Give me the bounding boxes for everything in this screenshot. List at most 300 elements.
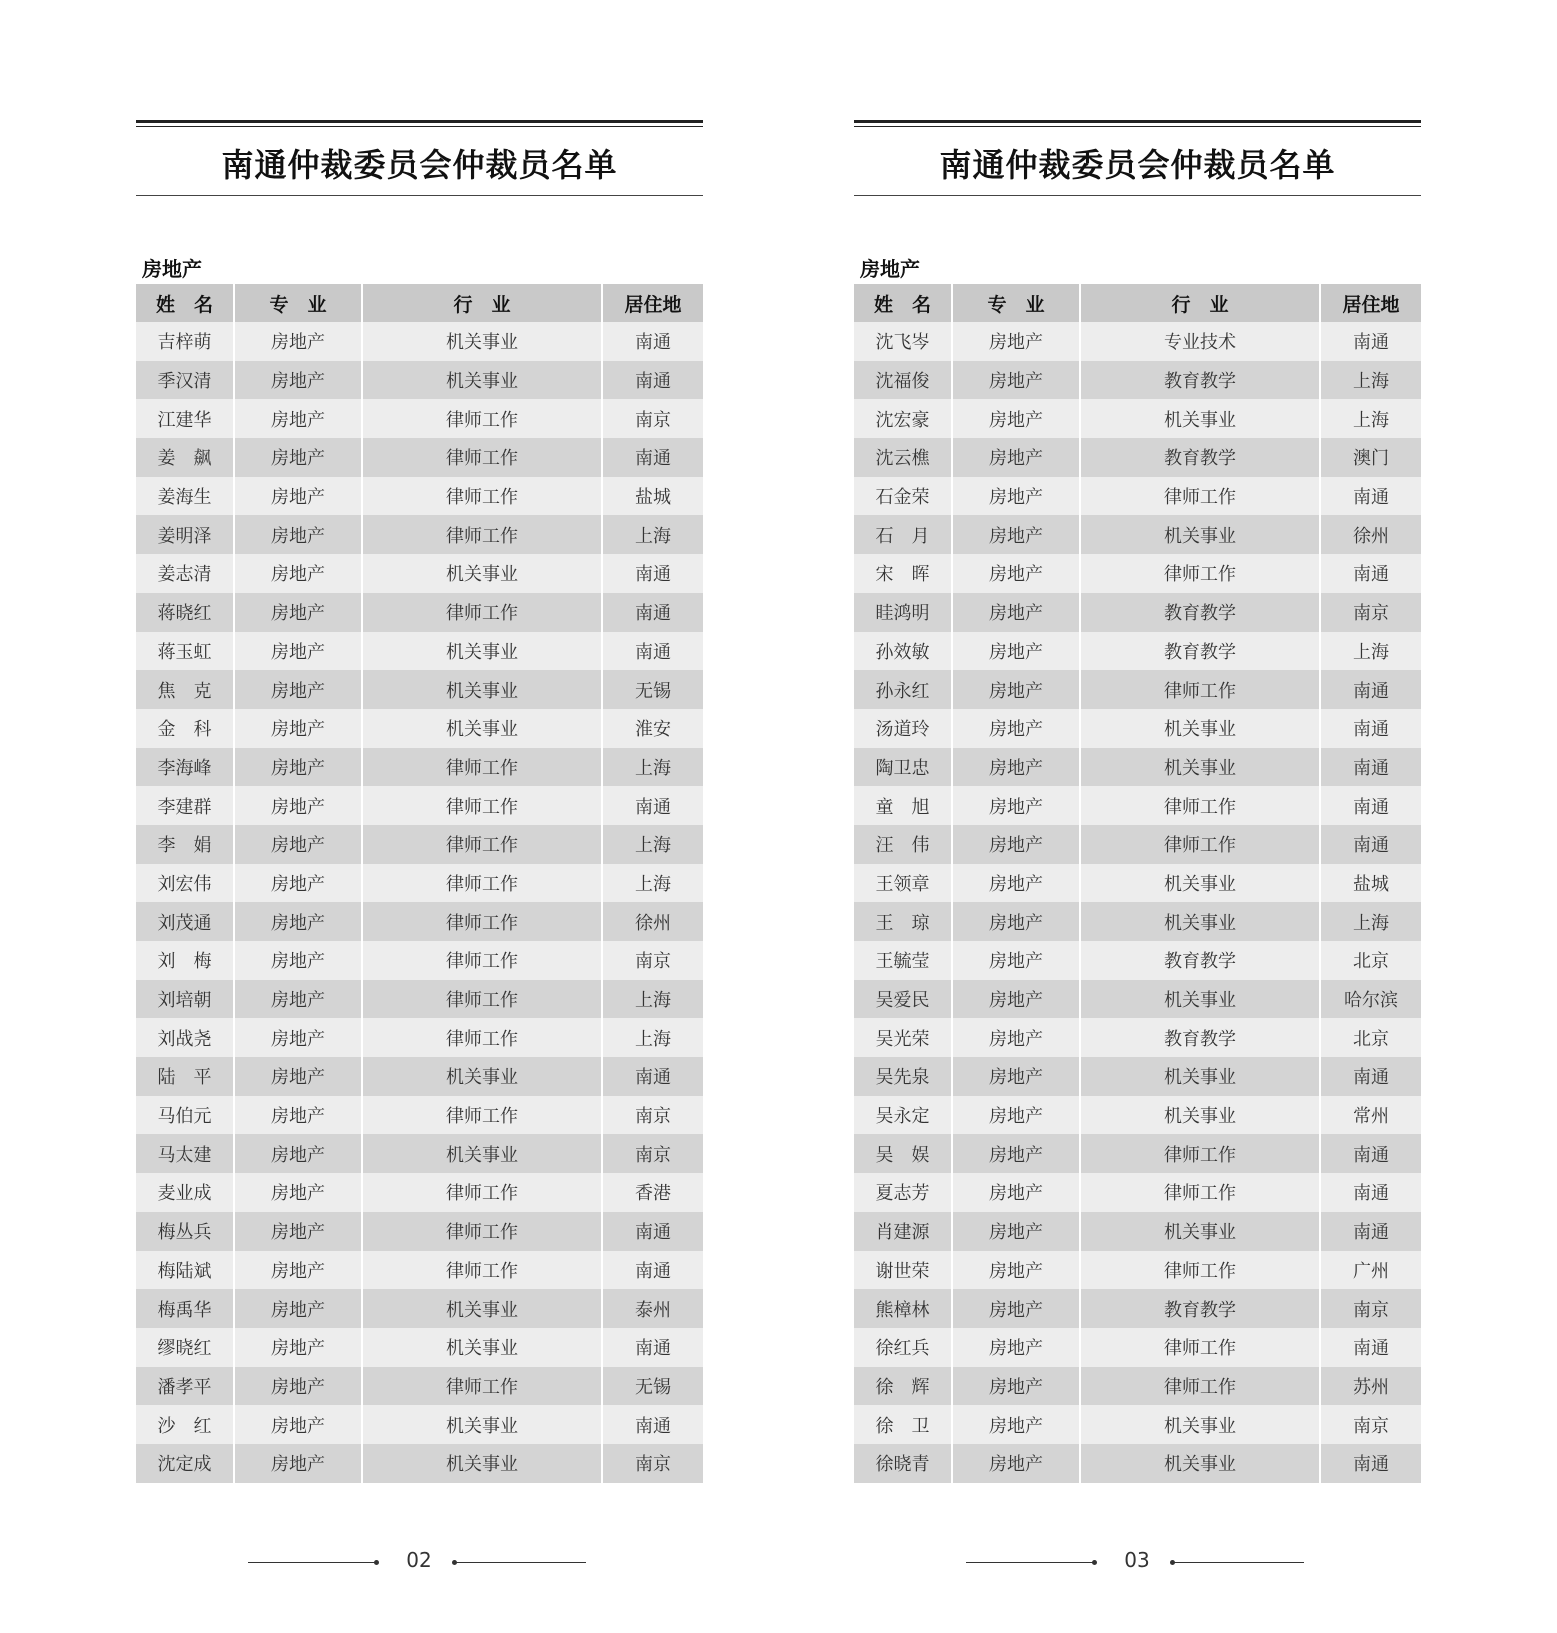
- table-row: [136, 438, 703, 477]
- cell-residence: 苏州: [1320, 1367, 1421, 1406]
- cell-residence: 广州: [1320, 1251, 1421, 1290]
- cell-residence: 南通: [1320, 786, 1421, 825]
- cell-name: 蒋晓红: [136, 593, 234, 632]
- cell-industry: 律师工作: [362, 593, 602, 632]
- cell-residence: 南通: [1320, 748, 1421, 787]
- cell-name: 宋 晖: [854, 554, 952, 593]
- table-row: [854, 980, 1421, 1019]
- section-heading: 房地产: [142, 257, 202, 281]
- cell-specialty: 房地产: [952, 864, 1080, 903]
- cell-industry: 机关事业: [1080, 1057, 1320, 1096]
- cell-industry: 机关事业: [362, 1444, 602, 1483]
- cell-name: 夏志芳: [854, 1173, 952, 1212]
- cell-specialty: 房地产: [234, 632, 362, 671]
- cell-industry: 律师工作: [362, 1212, 602, 1251]
- cell-name: 熊樟林: [854, 1289, 952, 1328]
- cell-name: 麦业成: [136, 1173, 234, 1212]
- cell-name: 吉梓萌: [136, 322, 234, 361]
- cell-name: 沈定成: [136, 1444, 234, 1483]
- title-block: [854, 120, 1421, 196]
- cell-name: 马太建: [136, 1134, 234, 1173]
- cell-name: 沈福俊: [854, 361, 952, 400]
- cell-industry: 机关事业: [1080, 399, 1320, 438]
- cell-industry: 机关事业: [1080, 709, 1320, 748]
- cell-residence: 南通: [602, 1057, 703, 1096]
- cell-industry: 机关事业: [1080, 864, 1320, 903]
- cell-residence: 南京: [602, 1134, 703, 1173]
- cell-name: 徐晓青: [854, 1444, 952, 1483]
- footer-dot-left: [1092, 1560, 1097, 1565]
- cell-residence: 南通: [602, 554, 703, 593]
- table-row: [854, 1289, 1421, 1328]
- title-block: [136, 120, 703, 196]
- table-row: [854, 1134, 1421, 1173]
- cell-residence: 南京: [1320, 1289, 1421, 1328]
- cell-name: 刘战尧: [136, 1018, 234, 1057]
- page-number: 02: [406, 1548, 432, 1572]
- cell-specialty: 房地产: [234, 864, 362, 903]
- cell-industry: 教育教学: [1080, 361, 1320, 400]
- table-header-row: [854, 284, 1421, 322]
- cell-specialty: 房地产: [952, 438, 1080, 477]
- table-row: [854, 825, 1421, 864]
- cell-specialty: 房地产: [234, 1173, 362, 1212]
- cell-industry: 律师工作: [362, 748, 602, 787]
- cell-residence: 南通: [1320, 554, 1421, 593]
- cell-industry: 律师工作: [362, 1251, 602, 1290]
- table-row: [136, 709, 703, 748]
- cell-specialty: 房地产: [234, 1367, 362, 1406]
- cell-residence: 南通: [1320, 1212, 1421, 1251]
- title-rule-thick: [136, 120, 703, 123]
- table-row: [854, 477, 1421, 516]
- table-row: [854, 902, 1421, 941]
- title-rule-bottom: [854, 195, 1421, 196]
- cell-specialty: 房地产: [234, 1405, 362, 1444]
- cell-specialty: 房地产: [952, 1018, 1080, 1057]
- cell-specialty: 房地产: [952, 1289, 1080, 1328]
- cell-industry: 律师工作: [362, 902, 602, 941]
- page-title: 南通仲裁委员会仲裁员名单: [939, 146, 1336, 184]
- cell-specialty: 房地产: [952, 1212, 1080, 1251]
- cell-name: 汤道玲: [854, 709, 952, 748]
- header-specialty: 专 业: [234, 284, 362, 322]
- cell-industry: 律师工作: [1080, 1328, 1320, 1367]
- table-row: [136, 515, 703, 554]
- cell-industry: 机关事业: [1080, 748, 1320, 787]
- table-row: [136, 399, 703, 438]
- cell-specialty: 房地产: [234, 322, 362, 361]
- cell-residence: 上海: [1320, 361, 1421, 400]
- table-row: [136, 1444, 703, 1483]
- cell-residence: 徐州: [1320, 515, 1421, 554]
- cell-industry: 律师工作: [362, 438, 602, 477]
- table-row: [854, 438, 1421, 477]
- cell-specialty: 房地产: [952, 1328, 1080, 1367]
- cell-specialty: 房地产: [234, 554, 362, 593]
- cell-name: 王 琼: [854, 902, 952, 941]
- table-row: [854, 1018, 1421, 1057]
- page-footer: [136, 1548, 703, 1578]
- cell-residence: 南通: [602, 1251, 703, 1290]
- cell-specialty: 房地产: [234, 786, 362, 825]
- cell-residence: 上海: [602, 1018, 703, 1057]
- cell-name: 刘 梅: [136, 941, 234, 980]
- cell-specialty: 房地产: [952, 1251, 1080, 1290]
- cell-industry: 机关事业: [362, 632, 602, 671]
- cell-specialty: 房地产: [952, 322, 1080, 361]
- cell-industry: 教育教学: [1080, 632, 1320, 671]
- header-residence: 居住地: [602, 284, 703, 322]
- table-row: [854, 748, 1421, 787]
- cell-name: 吴永定: [854, 1096, 952, 1135]
- table-row: [136, 1289, 703, 1328]
- cell-industry: 教育教学: [1080, 1018, 1320, 1057]
- cell-industry: 机关事业: [1080, 1096, 1320, 1135]
- cell-residence: 南通: [1320, 477, 1421, 516]
- cell-specialty: 房地产: [952, 632, 1080, 671]
- cell-specialty: 房地产: [234, 1328, 362, 1367]
- cell-residence: 南京: [602, 1096, 703, 1135]
- table-row: [854, 361, 1421, 400]
- cell-residence: 南通: [602, 322, 703, 361]
- cell-industry: 机关事业: [362, 1328, 602, 1367]
- cell-industry: 律师工作: [1080, 786, 1320, 825]
- cell-residence: 上海: [602, 515, 703, 554]
- header-specialty: 专 业: [952, 284, 1080, 322]
- table-row: [136, 786, 703, 825]
- cell-industry: 教育教学: [1080, 941, 1320, 980]
- cell-residence: 南通: [1320, 1173, 1421, 1212]
- cell-name: 孙永红: [854, 670, 952, 709]
- cell-industry: 机关事业: [362, 670, 602, 709]
- cell-industry: 律师工作: [1080, 825, 1320, 864]
- cell-residence: 南通: [602, 593, 703, 632]
- table-row: [136, 1057, 703, 1096]
- cell-name: 刘茂通: [136, 902, 234, 941]
- cell-specialty: 房地产: [234, 980, 362, 1019]
- cell-residence: 南通: [602, 438, 703, 477]
- cell-specialty: 房地产: [952, 825, 1080, 864]
- table-row: [136, 1367, 703, 1406]
- header-industry: 行 业: [362, 284, 602, 322]
- cell-specialty: 房地产: [234, 1444, 362, 1483]
- cell-name: 姜 飙: [136, 438, 234, 477]
- cell-name: 吴 娱: [854, 1134, 952, 1173]
- table-body: [854, 322, 1421, 1483]
- cell-residence: 北京: [1320, 941, 1421, 980]
- table-row: [136, 477, 703, 516]
- footer-dot-left: [374, 1560, 379, 1565]
- cell-industry: 律师工作: [362, 1173, 602, 1212]
- cell-residence: 南通: [1320, 1328, 1421, 1367]
- cell-name: 季汉清: [136, 361, 234, 400]
- cell-industry: 律师工作: [362, 980, 602, 1019]
- table-row: [854, 1444, 1421, 1483]
- cell-residence: 淮安: [602, 709, 703, 748]
- cell-industry: 机关事业: [1080, 515, 1320, 554]
- cell-specialty: 房地产: [234, 748, 362, 787]
- cell-specialty: 房地产: [234, 941, 362, 980]
- cell-specialty: 房地产: [234, 477, 362, 516]
- cell-residence: 南京: [602, 941, 703, 980]
- cell-specialty: 房地产: [234, 1096, 362, 1135]
- cell-name: 吴光荣: [854, 1018, 952, 1057]
- table-row: [136, 1328, 703, 1367]
- footer-line-left: [966, 1562, 1094, 1563]
- cell-industry: 律师工作: [1080, 477, 1320, 516]
- cell-industry: 机关事业: [362, 1405, 602, 1444]
- table-row: [854, 709, 1421, 748]
- footer-line-right: [456, 1562, 586, 1563]
- cell-specialty: 房地产: [952, 1444, 1080, 1483]
- cell-name: 陆 平: [136, 1057, 234, 1096]
- cell-industry: 机关事业: [362, 554, 602, 593]
- table-row: [854, 786, 1421, 825]
- cell-residence: 上海: [1320, 902, 1421, 941]
- cell-name: 刘宏伟: [136, 864, 234, 903]
- table-row: [854, 1405, 1421, 1444]
- cell-residence: 南通: [1320, 322, 1421, 361]
- cell-name: 沈宏豪: [854, 399, 952, 438]
- cell-specialty: 房地产: [952, 786, 1080, 825]
- table-body: [136, 322, 703, 1483]
- footer-line-right: [1174, 1562, 1304, 1563]
- footer-line-left: [248, 1562, 376, 1563]
- cell-name: 吴先泉: [854, 1057, 952, 1096]
- cell-name: 王毓莹: [854, 941, 952, 980]
- table-row: [136, 554, 703, 593]
- cell-name: 马伯元: [136, 1096, 234, 1135]
- table-row: [854, 593, 1421, 632]
- cell-industry: 律师工作: [1080, 1251, 1320, 1290]
- table-row: [854, 864, 1421, 903]
- cell-industry: 机关事业: [362, 322, 602, 361]
- cell-specialty: 房地产: [234, 1134, 362, 1173]
- header-name: 姓 名: [854, 284, 952, 322]
- cell-specialty: 房地产: [952, 593, 1080, 632]
- table-row: [136, 1096, 703, 1135]
- table-row: [854, 1096, 1421, 1135]
- cell-residence: 南通: [602, 1405, 703, 1444]
- cell-residence: 上海: [602, 825, 703, 864]
- cell-residence: 泰州: [602, 1289, 703, 1328]
- cell-industry: 机关事业: [362, 1057, 602, 1096]
- cell-name: 蒋玉虹: [136, 632, 234, 671]
- table-row: [136, 1018, 703, 1057]
- cell-specialty: 房地产: [952, 1134, 1080, 1173]
- cell-specialty: 房地产: [234, 438, 362, 477]
- table-header-row: [136, 284, 703, 322]
- cell-residence: 上海: [602, 980, 703, 1019]
- page-footer: [854, 1548, 1421, 1578]
- table-row: [854, 1251, 1421, 1290]
- cell-name: 刘培朝: [136, 980, 234, 1019]
- title-rule-thick: [854, 120, 1421, 123]
- cell-industry: 机关事业: [362, 1289, 602, 1328]
- cell-residence: 南通: [602, 786, 703, 825]
- cell-industry: 律师工作: [1080, 1367, 1320, 1406]
- cell-specialty: 房地产: [234, 670, 362, 709]
- cell-specialty: 房地产: [952, 1405, 1080, 1444]
- cell-specialty: 房地产: [234, 1289, 362, 1328]
- cell-name: 梅丛兵: [136, 1212, 234, 1251]
- cell-name: 姜明泽: [136, 515, 234, 554]
- cell-industry: 律师工作: [362, 941, 602, 980]
- cell-name: 童 旭: [854, 786, 952, 825]
- table-row: [854, 670, 1421, 709]
- table-row: [136, 825, 703, 864]
- table-row: [136, 864, 703, 903]
- title-rule-bottom: [136, 195, 703, 196]
- cell-name: 孙效敏: [854, 632, 952, 671]
- cell-industry: 律师工作: [362, 825, 602, 864]
- cell-name: 李建群: [136, 786, 234, 825]
- cell-name: 陶卫忠: [854, 748, 952, 787]
- table-row: [136, 670, 703, 709]
- table-row: [136, 941, 703, 980]
- cell-residence: 南通: [602, 361, 703, 400]
- table-row: [136, 361, 703, 400]
- table-row: [854, 1367, 1421, 1406]
- cell-industry: 律师工作: [362, 515, 602, 554]
- cell-name: 沙 红: [136, 1405, 234, 1444]
- cell-specialty: 房地产: [952, 1173, 1080, 1212]
- cell-residence: 盐城: [1320, 864, 1421, 903]
- cell-residence: 哈尔滨: [1320, 980, 1421, 1019]
- cell-industry: 律师工作: [362, 864, 602, 903]
- table-row: [136, 1251, 703, 1290]
- title-rule-thin: [136, 126, 703, 127]
- cell-specialty: 房地产: [952, 748, 1080, 787]
- cell-specialty: 房地产: [952, 1057, 1080, 1096]
- table-row: [854, 1057, 1421, 1096]
- cell-specialty: 房地产: [952, 941, 1080, 980]
- cell-specialty: 房地产: [952, 554, 1080, 593]
- table-row: [854, 1212, 1421, 1251]
- cell-residence: 无锡: [602, 1367, 703, 1406]
- cell-industry: 教育教学: [1080, 438, 1320, 477]
- cell-residence: 南通: [602, 1212, 703, 1251]
- cell-residence: 南通: [1320, 709, 1421, 748]
- cell-specialty: 房地产: [234, 361, 362, 400]
- cell-residence: 南通: [1320, 825, 1421, 864]
- cell-name: 姜海生: [136, 477, 234, 516]
- cell-name: 石 月: [854, 515, 952, 554]
- cell-residence: 北京: [1320, 1018, 1421, 1057]
- cell-industry: 教育教学: [1080, 593, 1320, 632]
- table-row: [854, 1173, 1421, 1212]
- cell-residence: 上海: [602, 864, 703, 903]
- table-row: [136, 322, 703, 361]
- cell-residence: 常州: [1320, 1096, 1421, 1135]
- cell-residence: 南通: [1320, 1057, 1421, 1096]
- table-row: [136, 1212, 703, 1251]
- cell-name: 李海峰: [136, 748, 234, 787]
- cell-specialty: 房地产: [234, 1018, 362, 1057]
- table-row: [136, 748, 703, 787]
- cell-industry: 律师工作: [362, 1018, 602, 1057]
- table-row: [854, 399, 1421, 438]
- cell-specialty: 房地产: [234, 593, 362, 632]
- cell-name: 潘孝平: [136, 1367, 234, 1406]
- cell-residence: 南京: [602, 399, 703, 438]
- cell-name: 李 娟: [136, 825, 234, 864]
- table-row: [136, 980, 703, 1019]
- table-row: [854, 322, 1421, 361]
- table-row: [136, 593, 703, 632]
- cell-name: 沈飞岑: [854, 322, 952, 361]
- cell-residence: 澳门: [1320, 438, 1421, 477]
- cell-industry: 机关事业: [1080, 1405, 1320, 1444]
- table-row: [854, 515, 1421, 554]
- cell-residence: 上海: [1320, 399, 1421, 438]
- cell-industry: 专业技术: [1080, 322, 1320, 361]
- table-row: [854, 554, 1421, 593]
- cell-residence: 南通: [1320, 670, 1421, 709]
- cell-industry: 律师工作: [362, 477, 602, 516]
- cell-residence: 上海: [602, 748, 703, 787]
- cell-residence: 南通: [602, 632, 703, 671]
- page-number: 03: [1124, 1548, 1150, 1572]
- cell-specialty: 房地产: [234, 515, 362, 554]
- cell-specialty: 房地产: [234, 1057, 362, 1096]
- page-title: 南通仲裁委员会仲裁员名单: [221, 146, 618, 184]
- cell-specialty: 房地产: [952, 515, 1080, 554]
- cell-name: 眭鸿明: [854, 593, 952, 632]
- cell-name: 焦 克: [136, 670, 234, 709]
- cell-name: 徐 辉: [854, 1367, 952, 1406]
- cell-specialty: 房地产: [952, 980, 1080, 1019]
- cell-industry: 律师工作: [362, 786, 602, 825]
- cell-name: 金 科: [136, 709, 234, 748]
- arbitrator-table: [854, 284, 1421, 1483]
- cell-specialty: 房地产: [234, 1251, 362, 1290]
- arbitrator-table: [136, 284, 703, 1483]
- cell-industry: 律师工作: [1080, 670, 1320, 709]
- cell-industry: 律师工作: [362, 1096, 602, 1135]
- cell-industry: 机关事业: [1080, 1212, 1320, 1251]
- cell-specialty: 房地产: [952, 1367, 1080, 1406]
- cell-name: 江建华: [136, 399, 234, 438]
- cell-residence: 南通: [602, 1328, 703, 1367]
- cell-industry: 机关事业: [362, 361, 602, 400]
- cell-specialty: 房地产: [952, 670, 1080, 709]
- cell-industry: 律师工作: [362, 399, 602, 438]
- cell-specialty: 房地产: [952, 709, 1080, 748]
- cell-name: 梅陆斌: [136, 1251, 234, 1290]
- cell-name: 徐红兵: [854, 1328, 952, 1367]
- cell-name: 姜志清: [136, 554, 234, 593]
- cell-specialty: 房地产: [952, 477, 1080, 516]
- cell-industry: 机关事业: [362, 709, 602, 748]
- cell-name: 梅禹华: [136, 1289, 234, 1328]
- cell-name: 徐 卫: [854, 1405, 952, 1444]
- cell-specialty: 房地产: [952, 1096, 1080, 1135]
- cell-specialty: 房地产: [952, 361, 1080, 400]
- table-row: [136, 902, 703, 941]
- table-row: [136, 1405, 703, 1444]
- cell-specialty: 房地产: [234, 399, 362, 438]
- cell-residence: 香港: [602, 1173, 703, 1212]
- cell-specialty: 房地产: [952, 902, 1080, 941]
- cell-specialty: 房地产: [234, 709, 362, 748]
- cell-industry: 律师工作: [1080, 1173, 1320, 1212]
- table-row: [136, 1134, 703, 1173]
- header-industry: 行 业: [1080, 284, 1320, 322]
- cell-specialty: 房地产: [952, 399, 1080, 438]
- cell-industry: 律师工作: [1080, 554, 1320, 593]
